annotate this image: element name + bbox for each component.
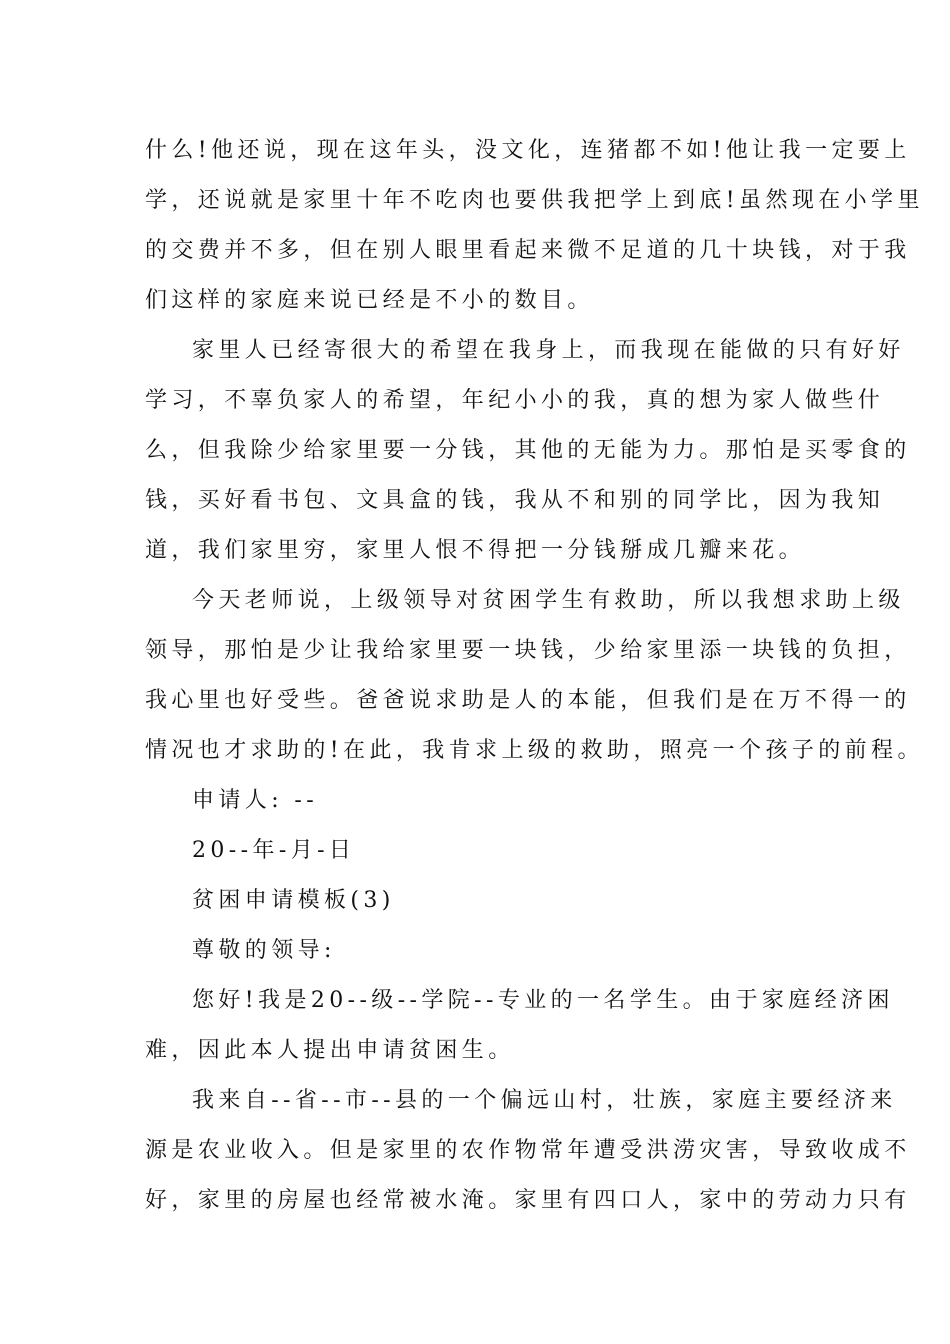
- text-line: 钱，买好看书包、文具盒的钱，我从不和别的同学比，因为我知: [145, 488, 885, 513]
- date-line: 20--年-月-日: [192, 838, 356, 863]
- text-line: 什么!他还说，现在这年头，没文化，连猪都不如!他让我一定要上: [145, 138, 911, 163]
- text-line: 么，但我除少给家里要一分钱，其他的无能为力。那怕是买零食的: [145, 438, 911, 463]
- text-line: 领导，那怕是少让我给家里要一块钱，少给家里添一块钱的负担，: [145, 638, 911, 663]
- text-line: 学习，不辜负家人的希望，年纪小小的我，真的想为家人做些什: [145, 388, 885, 413]
- section-heading: 贫困申请模板(3): [192, 888, 395, 913]
- text-line: 源是农业收入。但是家里的农作物常年遭受洪涝灾害，导致收成不: [145, 1138, 911, 1163]
- text-line: 学，还说就是家里十年不吃肉也要供我把学上到底!虽然现在小学里: [145, 188, 924, 213]
- text-line: 的交费并不多，但在别人眼里看起来微不足道的几十块钱，对于我: [145, 238, 911, 263]
- text-line: 道，我们家里穷，家里人恨不得把一分钱掰成几瓣来花。: [145, 538, 806, 563]
- paragraph-start-line: 今天老师说，上级领导对贫困学生有救助，所以我想求助上级: [192, 588, 905, 613]
- text-line: 们这样的家庭来说已经是不小的数目。: [145, 288, 594, 313]
- text-line: 情况也才求助的!在此，我肯求上级的救助，照亮一个孩子的前程。: [145, 738, 924, 763]
- paragraph-start-line: 您好!我是20--级--学院--专业的一名学生。由于家庭经济困: [192, 988, 894, 1013]
- document-body: [145, 126, 924, 1226]
- paragraph-start-line: 家里人已经寄很大的希望在我身上，而我现在能做的只有好好: [192, 338, 905, 363]
- applicant-line: 申请人: --: [192, 788, 319, 813]
- paragraph-start-line: 我来自--省--市--县的一个偏远山村，壮族，家庭主要经济来: [192, 1088, 897, 1113]
- text-line: 难，因此本人提出申请贫困生。: [145, 1038, 515, 1063]
- salutation-line: 尊敬的领导:: [192, 938, 336, 963]
- text-line: 好，家里的房屋也经常被水淹。家里有四口人，家中的劳动力只有: [145, 1188, 911, 1213]
- text-line: 我心里也好受些。爸爸说求助是人的本能，但我们是在万不得一的: [145, 688, 911, 713]
